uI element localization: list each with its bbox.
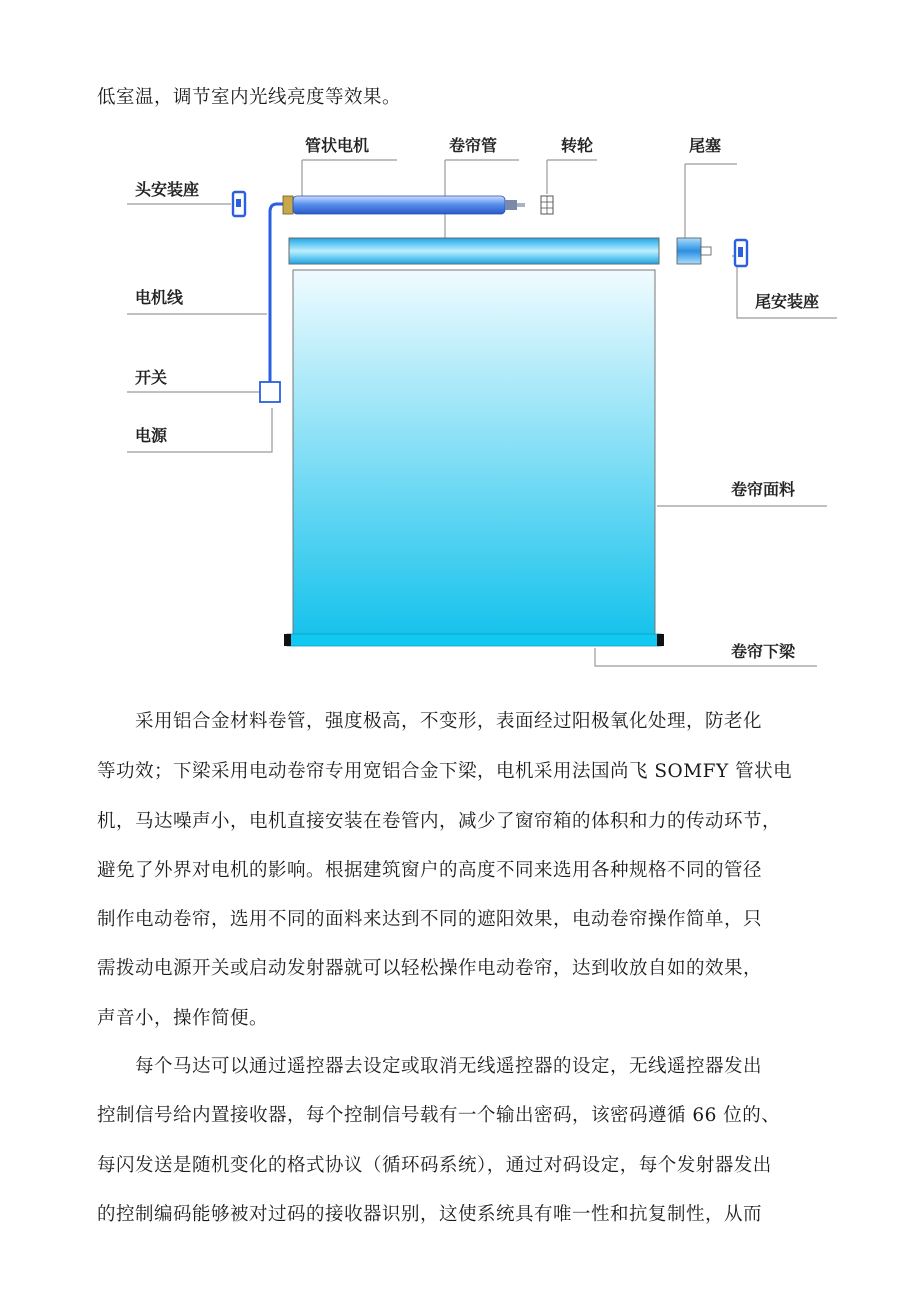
paragraph-1-line: 需拨动电源开关或启动发射器就可以轻松操作电动卷帘，达到收放自如的效果， xyxy=(97,958,763,979)
paragraph-2-line: 每个马达可以通过遥控器去设定或取消无线遥控器的设定，无线遥控器发出 xyxy=(97,1056,763,1077)
tube-motor-icon xyxy=(293,196,505,214)
label-wheel: 转轮 xyxy=(561,136,594,155)
roller-blind-diagram xyxy=(127,126,847,674)
roller-tube-icon xyxy=(289,238,659,264)
label-tube-motor: 管状电机 xyxy=(305,136,370,155)
paragraph-2-line: 每闪发送是随机变化的格式协议（循环码系统），通过对码设定，每个发射器发出 xyxy=(97,1155,772,1176)
end-plug-icon xyxy=(677,238,701,264)
label-power: 电源 xyxy=(135,426,168,445)
bottom-bar-icon xyxy=(287,634,661,646)
fabric-panel xyxy=(293,270,655,636)
diagram-graphic xyxy=(127,126,847,674)
label-bottom-bar: 卷帘下梁 xyxy=(731,642,796,661)
label-fabric: 卷帘面料 xyxy=(731,480,796,499)
label-end-plug: 尾塞 xyxy=(689,136,722,155)
paragraph-1-line: 机，马达噪声小，电机直接安装在卷管内，减少了窗帘箱的体积和力的传动环节， xyxy=(97,811,782,832)
paragraph-2-line: 的控制编码能够被对过码的接收器识别，这使系统具有唯一性和抗复制性，从而 xyxy=(97,1204,763,1225)
paragraph-2-line: 控制信号给内置接收器，每个控制信号载有一个输出密码，该密码遵循 66 位的、 xyxy=(97,1105,781,1126)
label-head-bracket: 头安装座 xyxy=(135,180,200,199)
paragraph-1-line: 采用铝合金材料卷管，强度极高，不变形，表面经过阳极氧化处理，防老化 xyxy=(97,711,763,732)
paragraph-1-line: 制作电动卷帘，选用不同的面料来达到不同的遮阳效果，电动卷帘操作简单，只 xyxy=(97,909,763,930)
label-motor-cable: 电机线 xyxy=(135,288,184,307)
paragraph-1-line: 避免了外界对电机的影响。根据建筑窗户的高度不同来选用各种规格不同的管径 xyxy=(97,860,763,881)
text-line: 低室温，调节室内光线亮度等效果。 xyxy=(97,87,402,108)
label-tail-bracket: 尾安装座 xyxy=(755,292,820,311)
paragraph-1-line: 等功效；下梁采用电动卷帘专用宽铝合金下梁，电机采用法国尚飞 SOMFY 管状电 xyxy=(97,761,793,782)
label-roller-tube: 卷帘管 xyxy=(449,136,498,155)
switch-icon xyxy=(260,382,280,402)
label-switch: 开关 xyxy=(135,368,168,387)
paragraph-1-line: 声音小，操作简便。 xyxy=(97,1008,269,1029)
